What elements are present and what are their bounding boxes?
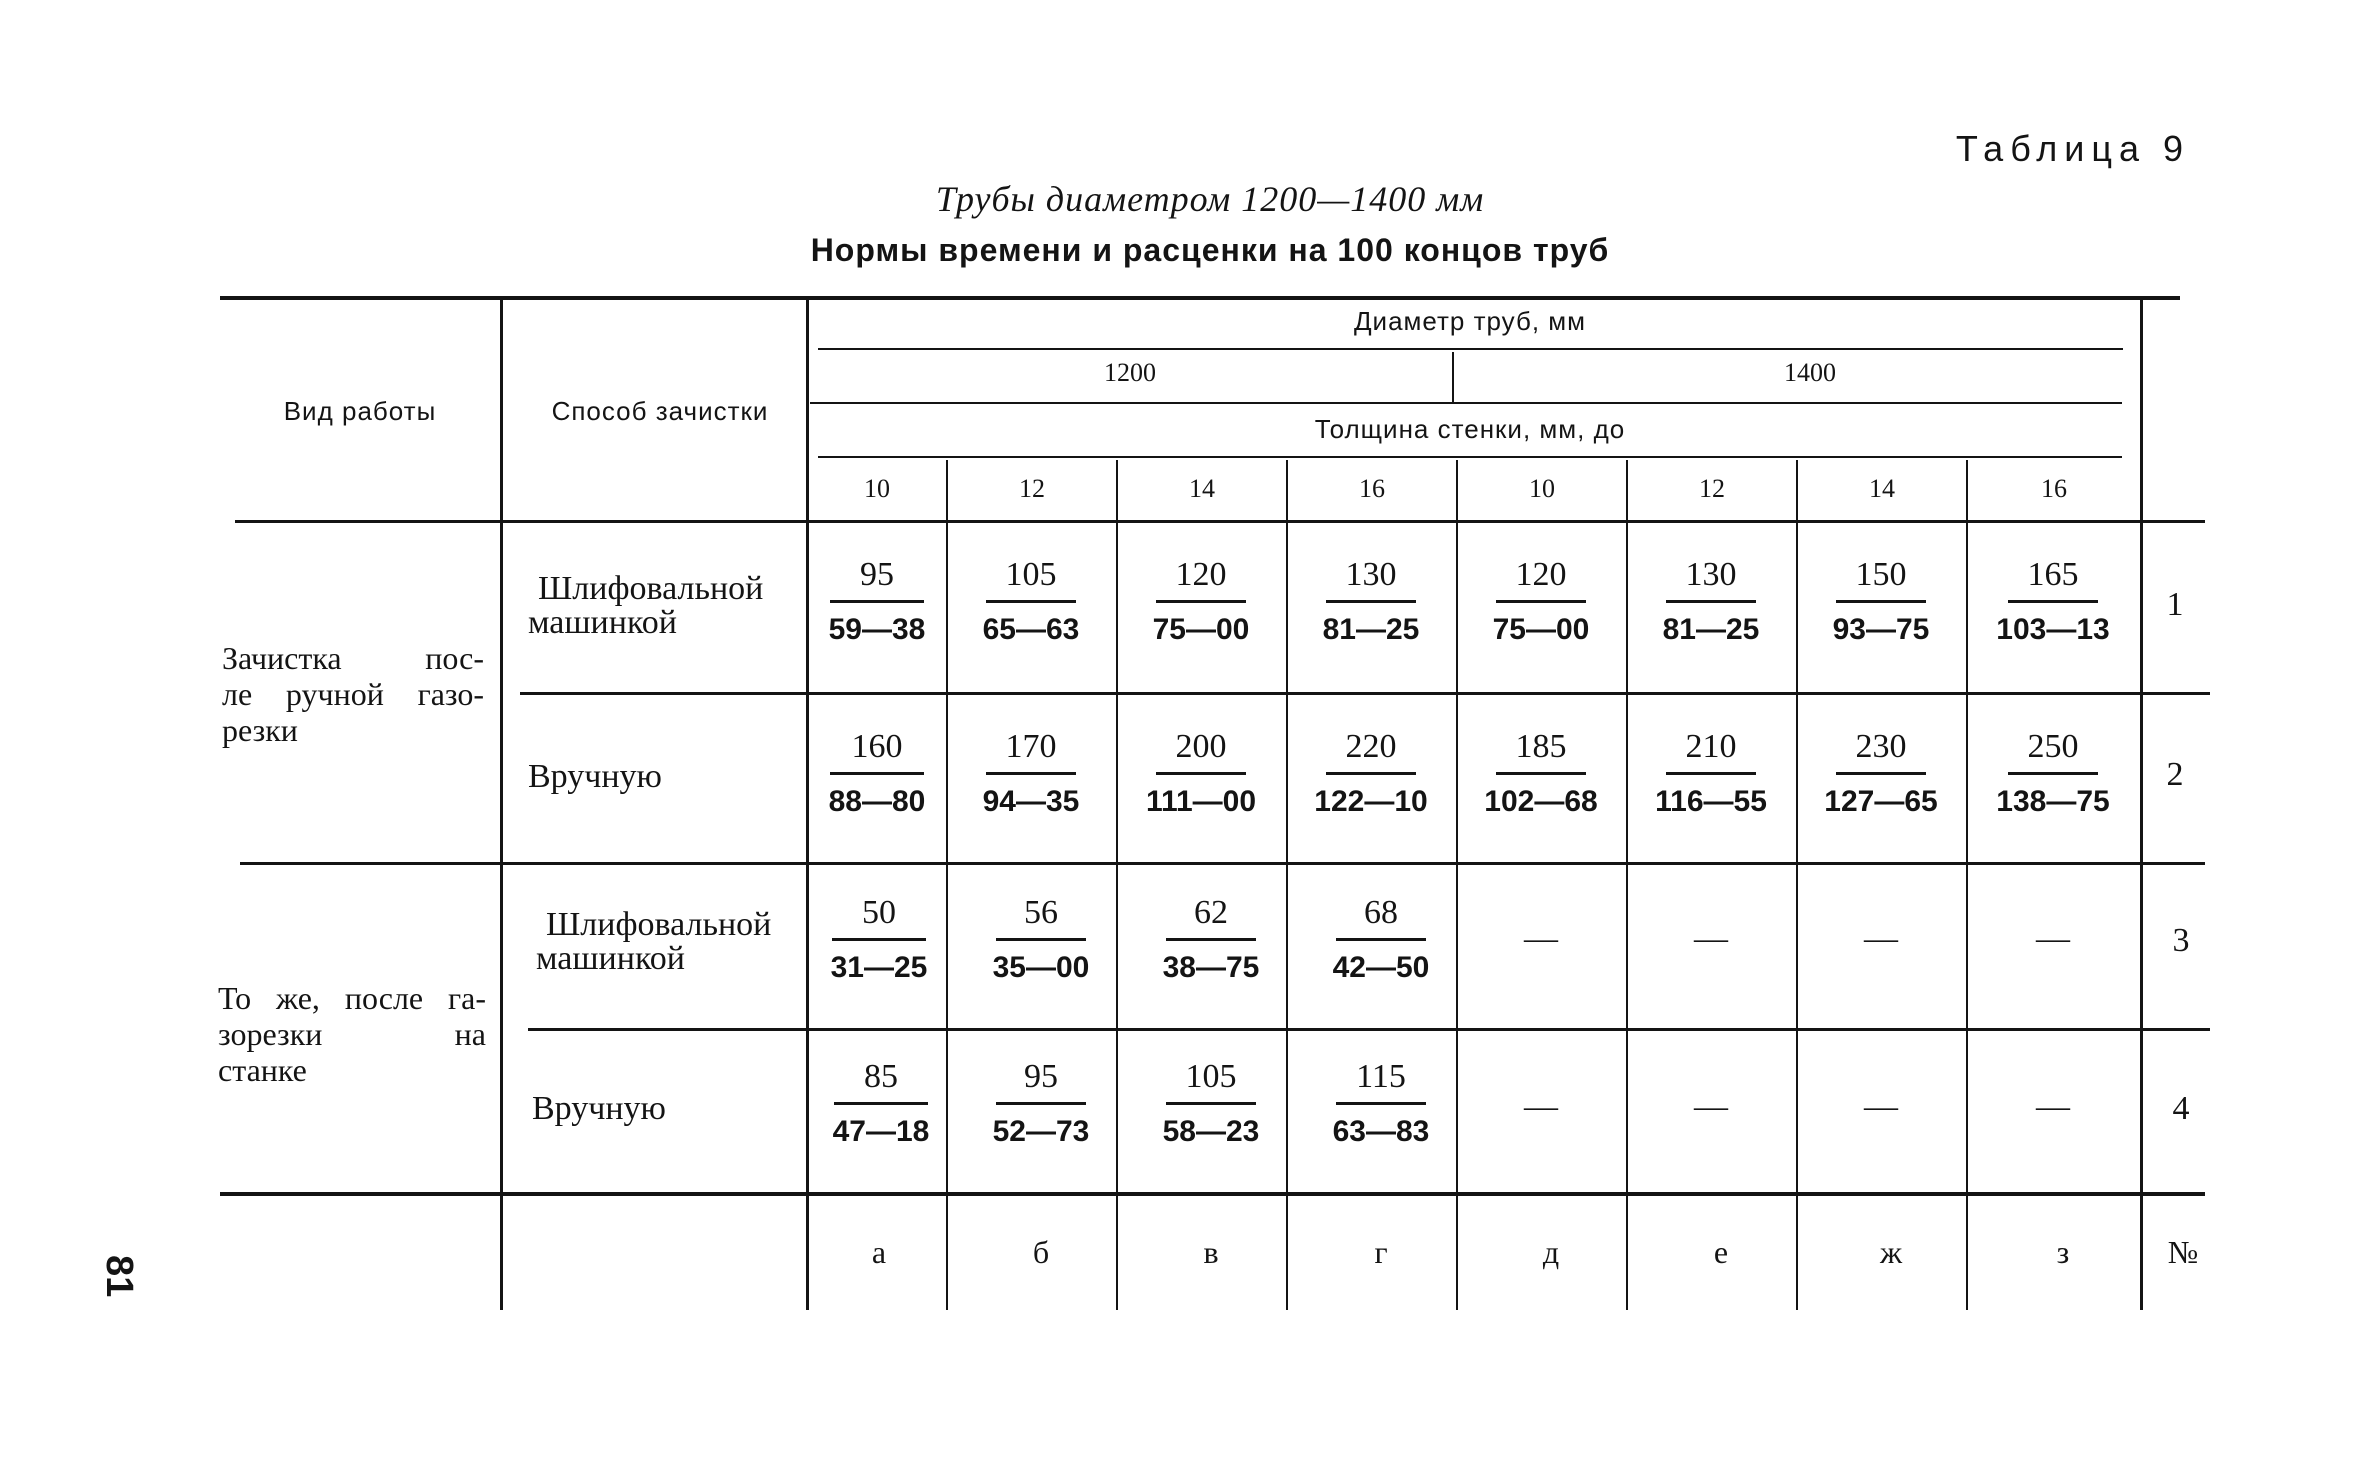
dash-r3-c7: — <box>1864 920 1898 957</box>
cell-r4-c2 <box>966 1056 1116 1153</box>
header-diameter-1200: 1200 <box>1104 358 1156 387</box>
fraction-bar <box>1326 772 1416 775</box>
norm-value: 210 <box>1685 728 1737 765</box>
fraction-bar <box>1326 600 1416 603</box>
norm-value: 105 <box>1005 556 1057 593</box>
norm-value: 115 <box>1356 1058 1406 1095</box>
header-diameter: Диаметр труб, мм <box>1353 306 1587 336</box>
price-value: 138—75 <box>1996 785 2110 818</box>
table-number: Таблица 9 <box>1955 128 2190 169</box>
method-row-1-line-1: Шлифовальной <box>538 570 764 607</box>
cell-r2-c6 <box>1636 726 1786 823</box>
rule-thickness <box>818 456 2122 458</box>
cell-r3-c3 <box>1136 892 1286 989</box>
price-value: 122—10 <box>1314 785 1428 818</box>
thickness-c2: 12 <box>1019 474 1045 503</box>
vline-c4 <box>1456 460 1458 1310</box>
cell-r3-c4 <box>1306 892 1456 989</box>
dash-r4-c6: — <box>1694 1088 1728 1125</box>
vline-c7 <box>1966 460 1968 1310</box>
thickness-c5: 10 <box>1529 474 1555 503</box>
method-row-2 <box>528 760 662 794</box>
fraction-bar <box>1166 1102 1256 1105</box>
fraction-bar <box>1156 772 1246 775</box>
price-value: 75—00 <box>1152 613 1250 646</box>
fraction-bar <box>996 1102 1086 1105</box>
cell-r4-c3 <box>1136 1056 1286 1153</box>
rule-header-bottom <box>235 520 2205 523</box>
col-letter-g: г <box>1374 1234 1388 1270</box>
norm-value: 220 <box>1345 728 1397 765</box>
price-value: 31—25 <box>830 951 928 984</box>
work-type-1-line-1: Зачистка пос- <box>222 640 484 676</box>
cell-r1-c5 <box>1466 554 1616 651</box>
thickness-c6: 12 <box>1699 474 1725 503</box>
norm-value: 68 <box>1364 894 1398 931</box>
col-letter-a: а <box>871 1234 887 1270</box>
table-title: Нормы времени и расценки на 100 концов труб <box>810 232 1610 268</box>
fraction-bar <box>832 938 926 941</box>
row-number-3: 3 <box>2172 922 2190 959</box>
norm-value: 95 <box>1024 1058 1058 1095</box>
row-number-4: 4 <box>2172 1090 2190 1127</box>
dash-r3-c8: — <box>2036 920 2070 957</box>
norm-value: 150 <box>1855 556 1907 593</box>
col-letter-number-sign: № <box>2167 1234 2199 1270</box>
price-value: 52—73 <box>992 1115 1090 1148</box>
cell-r1-c3 <box>1126 554 1276 651</box>
norm-value: 200 <box>1175 728 1227 765</box>
work-type-1 <box>222 640 484 748</box>
rule-top <box>220 296 2180 300</box>
norm-value: 120 <box>1515 556 1567 593</box>
cell-r2-c5 <box>1466 726 1616 823</box>
vline-right <box>2140 300 2143 1310</box>
price-value: 38—75 <box>1162 951 1260 984</box>
vline-method <box>806 300 809 1310</box>
col-letter-b: б <box>1032 1234 1050 1270</box>
norm-value: 165 <box>2027 556 2079 593</box>
col-letter-d: д <box>1542 1234 1560 1270</box>
fraction-bar <box>1666 772 1756 775</box>
fraction-bar <box>996 938 1086 941</box>
work-type-1-line-3: резки <box>222 712 298 748</box>
norm-value: 85 <box>864 1058 898 1095</box>
fraction-bar <box>1336 938 1426 941</box>
rule-row-1 <box>520 692 2210 695</box>
price-value: 75—00 <box>1492 613 1590 646</box>
thickness-c4: 16 <box>1359 474 1385 503</box>
fraction-bar <box>1166 938 1256 941</box>
thickness-c7: 14 <box>1869 474 1895 503</box>
cell-r2-c1 <box>810 726 944 823</box>
price-value: 103—13 <box>1996 613 2110 646</box>
cell-r1-c7 <box>1806 554 1956 651</box>
dash-r4-c8: — <box>2036 1088 2070 1125</box>
cell-r2-c4 <box>1296 726 1446 823</box>
cell-r1-c8 <box>1978 554 2128 651</box>
page-number: 81 <box>98 1255 140 1298</box>
vline-c2 <box>1116 460 1118 1310</box>
method-row-1-line-2: машинкой <box>528 604 677 641</box>
norm-value: 230 <box>1855 728 1907 765</box>
vline-d-split <box>1452 352 1454 402</box>
vline-c3 <box>1286 460 1288 1310</box>
fraction-bar <box>1496 772 1586 775</box>
fraction-bar <box>1156 600 1246 603</box>
dash-r4-c5: — <box>1524 1088 1558 1125</box>
cell-r1-c4 <box>1296 554 1446 651</box>
price-value: 42—50 <box>1332 951 1430 984</box>
dash-r3-c6: — <box>1694 920 1728 957</box>
header-diameter-1400: 1400 <box>1784 358 1836 387</box>
fraction-bar <box>1836 772 1926 775</box>
cell-r2-c8 <box>1978 726 2128 823</box>
method-row-3-line-1: Шлифовальной <box>546 906 772 943</box>
col-letter-e: е <box>1713 1234 1729 1270</box>
method-row-1 <box>528 572 763 640</box>
price-value: 94—35 <box>982 785 1080 818</box>
cell-r1-c6 <box>1636 554 1786 651</box>
norm-value: 130 <box>1345 556 1397 593</box>
norm-value: 170 <box>1005 728 1057 765</box>
fraction-bar <box>1336 1102 1426 1105</box>
work-type-2-line-2: зорезки на <box>218 1016 486 1052</box>
vline-c5 <box>1626 460 1628 1310</box>
header-thickness: Толщина стенки, мм, до <box>1314 414 1626 444</box>
norm-value: 120 <box>1175 556 1227 593</box>
col-letter-v: в <box>1203 1234 1219 1270</box>
thickness-c1: 10 <box>864 474 890 503</box>
norm-value: 130 <box>1685 556 1737 593</box>
norm-value: 56 <box>1024 894 1058 931</box>
method-row-3-line-2: машинкой <box>536 940 685 977</box>
price-value: 93—75 <box>1832 613 1930 646</box>
work-type-2 <box>218 980 486 1088</box>
method-row-4-line-1: Вручную <box>532 1090 666 1127</box>
price-value: 47—18 <box>832 1115 930 1148</box>
norm-value: 50 <box>862 894 896 931</box>
method-row-2-line-1: Вручную <box>528 758 662 795</box>
price-value: 81—25 <box>1662 613 1760 646</box>
price-value: 88—80 <box>828 785 926 818</box>
norm-value: 95 <box>860 556 894 593</box>
vline-work <box>500 300 503 1310</box>
col-letter-z: з <box>2056 1234 2070 1270</box>
cell-r1-c2 <box>956 554 1106 651</box>
price-value: 81—25 <box>1322 613 1420 646</box>
vline-c6 <box>1796 460 1798 1310</box>
price-value: 58—23 <box>1162 1115 1260 1148</box>
cell-r3-c1 <box>812 892 946 989</box>
rule-row-3 <box>528 1028 2210 1031</box>
row-number-2: 2 <box>2166 756 2184 793</box>
cell-r2-c3 <box>1126 726 1276 823</box>
dash-r4-c7: — <box>1864 1088 1898 1125</box>
rule-group-1 <box>240 862 2205 865</box>
method-row-4 <box>532 1092 666 1126</box>
dash-r3-c5: — <box>1524 920 1558 957</box>
cell-r4-c4 <box>1306 1056 1456 1153</box>
price-value: 59—38 <box>828 613 926 646</box>
price-value: 111—00 <box>1145 785 1257 818</box>
fraction-bar <box>1836 600 1926 603</box>
norm-value: 185 <box>1515 728 1567 765</box>
rule-table-bottom <box>220 1192 2205 1196</box>
vline-c1 <box>946 460 948 1310</box>
norm-value: 62 <box>1194 894 1228 931</box>
rule-diameter <box>818 348 2123 350</box>
method-row-3 <box>536 908 771 976</box>
cell-r2-c7 <box>1806 726 1956 823</box>
fraction-bar <box>830 600 924 603</box>
price-value: 35—00 <box>992 951 1090 984</box>
fraction-bar <box>1666 600 1756 603</box>
price-value: 65—63 <box>982 613 1080 646</box>
price-value: 127—65 <box>1824 785 1938 818</box>
fraction-bar <box>2008 772 2098 775</box>
cell-r2-c2 <box>956 726 1106 823</box>
fraction-bar <box>986 772 1076 775</box>
fraction-bar <box>986 600 1076 603</box>
price-value: 63—83 <box>1332 1115 1430 1148</box>
thickness-c8: 16 <box>2041 474 2067 503</box>
norm-value: 105 <box>1185 1058 1237 1095</box>
fraction-bar <box>1496 600 1586 603</box>
col-letter-zh: ж <box>1879 1234 1903 1270</box>
work-type-1-line-2: ле ручной газо- <box>222 676 484 712</box>
header-work-type: Вид работы <box>283 396 437 426</box>
cell-r3-c2 <box>966 892 1116 989</box>
table-subtitle: Трубы диаметром 1200—1400 мм <box>935 179 1485 219</box>
work-type-2-line-3: станке <box>218 1052 307 1088</box>
header-method: Способ зачистки <box>551 396 769 426</box>
cell-r1-c1 <box>810 554 944 651</box>
rule-d-values <box>810 402 2122 404</box>
fraction-bar <box>830 772 924 775</box>
cell-r4-c1 <box>814 1056 948 1153</box>
fraction-bar <box>834 1102 928 1105</box>
row-number-1: 1 <box>2166 586 2184 623</box>
price-value: 102—68 <box>1484 785 1598 818</box>
norm-value: 160 <box>851 728 903 765</box>
norm-value: 250 <box>2027 728 2079 765</box>
price-value: 116—55 <box>1655 785 1767 818</box>
thickness-c3: 14 <box>1189 474 1215 503</box>
work-type-2-line-1: То же, после га- <box>218 980 486 1016</box>
fraction-bar <box>2008 600 2098 603</box>
